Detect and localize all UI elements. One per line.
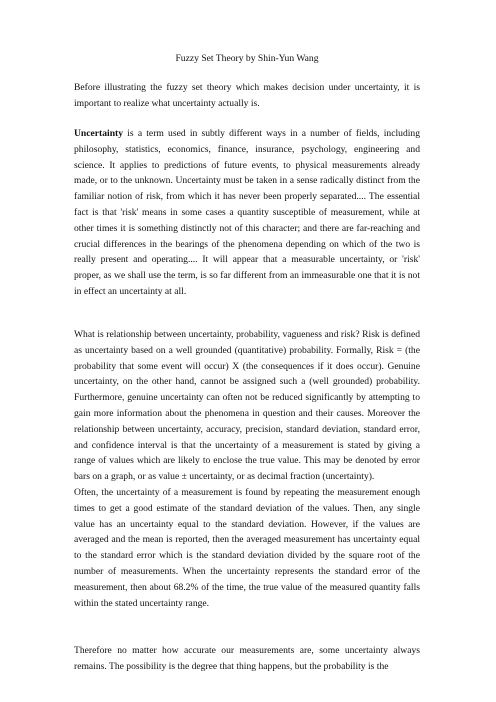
uncertainty-term: Uncertainty [74, 128, 124, 139]
paragraph-risk-relationship: What is relationship between uncertainty, probability, vagueness and risk? Risk is defined as uncertainty based on a well grounded (quantitative) probability. Formally, Risk = (the probability that some event will occur) X (the consequences if it does occur). Genuine uncertainty, on the other hand, cannot be assigned such a (well grounded) probability. Furthermore, genuine uncertainty can often not be reduced significantly by attempting to gain more information about the phenomena in question and their causes. Moreover the relationship between uncertainty, accuracy, precision, standard deviation, standard error, and confidence interval is that the uncertainty of a measurement is stated by giving a range of values which are likely to enclose the true value. This may be denoted by error bars on a graph, or as value ± uncertainty, or as decimal fraction (uncertainty). [74, 329, 420, 483]
paragraph-uncertainty-definition [74, 126, 420, 300]
uncertainty-definition-text: is a term used in subtly different ways in a number of fields, including philosophy, statistics, economics, finance, insurance, psychology, engineering and science. It applies to predictions of future events, to physical measurements already made, or to the unknown. Uncertainty must be taken in a sense radically distinct from the familiar notion of risk, from which it has never been properly separated.... The essential fact is that 'risk' means in some cases a quantity susceptible of measurement, while at other times it is something distinctly not of this character; and there are far-reaching and crucial differences in the bearings of the phenomena depending on which of the two is really present and operating.... It will appear that a measurable uncertainty, or 'risk' proper, as we shall use the term, is so far different from an immeasurable one that it is not in effect an uncertainty at all. [74, 128, 420, 297]
paragraph-intro: Before illustrating the fuzzy set theory which makes decision under uncertainty, it is important to realize what uncertainty actually is. [74, 82, 420, 109]
paragraph-measurement-uncertainty: Often, the uncertainty of a measurement is found by repeating the measurement enough times to get a good estimate of the standard deviation of the values. Then, any single value has an uncertainty equal to the standard deviation. However, if the values are averaged and the mean is reported, then the averaged measurement has uncertainty equal to the standard error which is the standard deviation divided by the square root of the number of measurements. When the uncertainty represents the standard error of the measurement, then about 68.2% of the time, the true value of the measured quantity falls within the stated uncertainty range. [74, 487, 420, 609]
paragraph-possibility-probability: Therefore no matter how accurate our measurements are, some uncertainty always remains. The possibility is the degree that thing happens, but the probability is the [74, 645, 420, 672]
document-title: Fuzzy Set Theory by Shin-Yun Wang [175, 53, 319, 64]
